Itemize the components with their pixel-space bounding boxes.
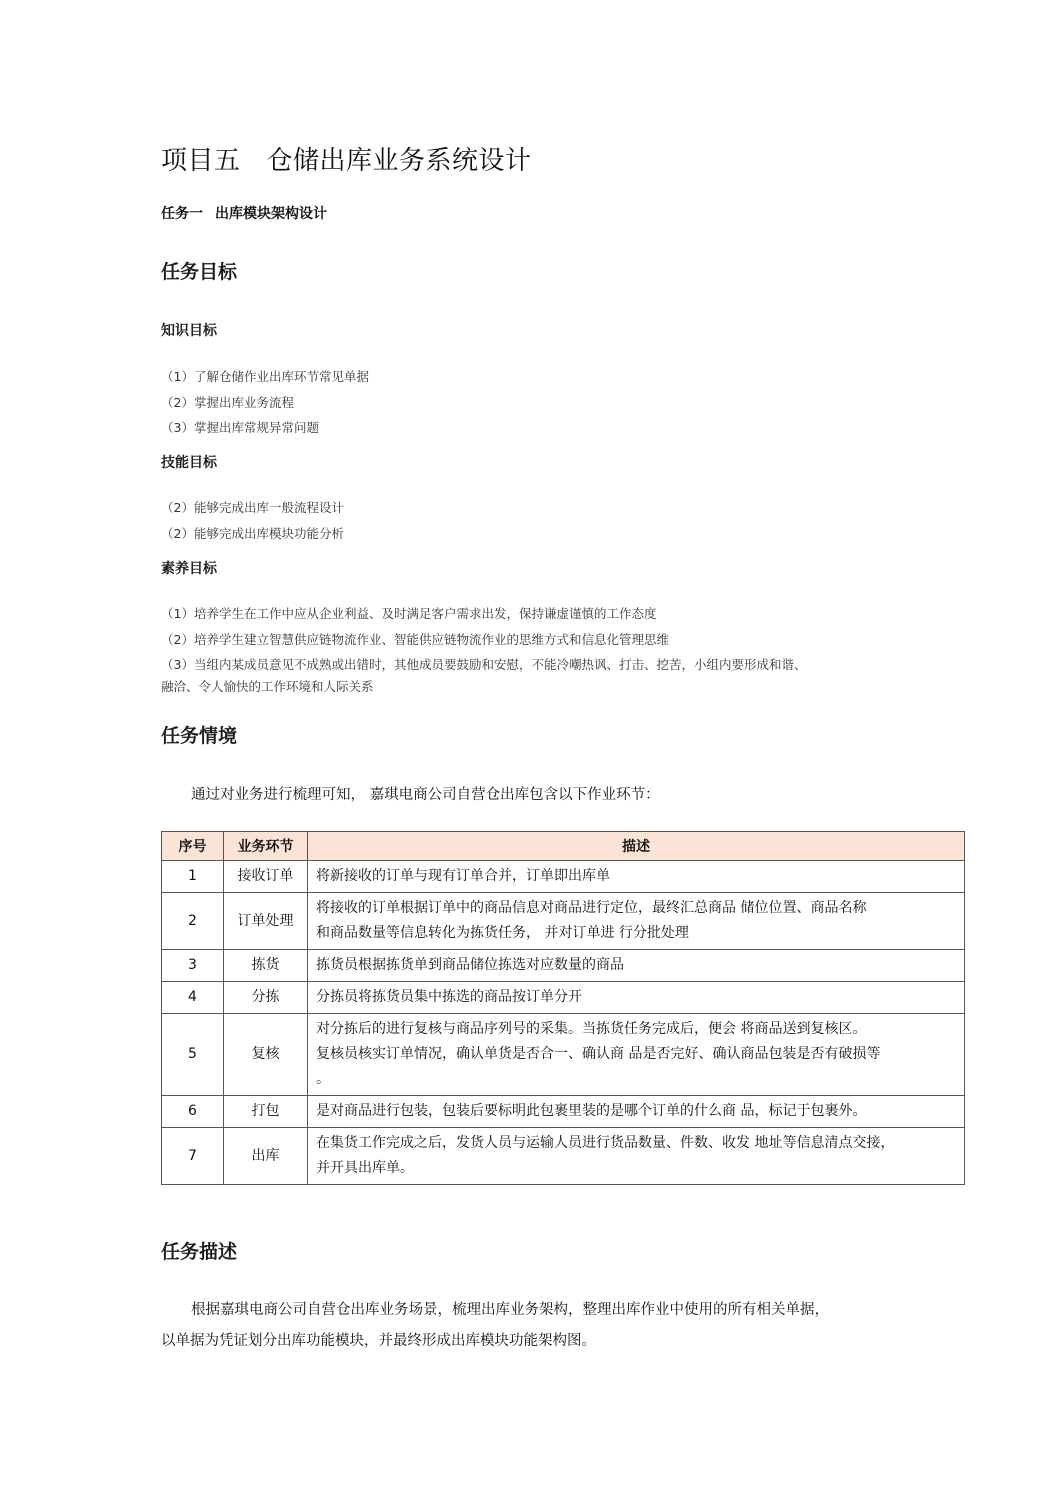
- row-description-line: 复核员核实订单情况，确认单货是否合一、确认商 品是否完好、确认商品包装是否有破损等: [316, 1046, 881, 1062]
- skill-item: （2）能够完成出库一般流程设计: [161, 500, 344, 515]
- quality-item: （3）当组内某成员意见不成熟或出错时，其他成员要鼓励和安慰，不能冷嘲热讽、打击、挖苦，小组内要形成和谐、: [161, 657, 807, 672]
- row-description: [308, 950, 965, 982]
- table-row: [162, 950, 965, 982]
- row-description: [308, 1014, 965, 1096]
- knowledge-item: （3）掌握出库常规异常问题: [161, 420, 319, 435]
- row-description-line: 拣货员根据拣货单到商品储位拣选对应数量的商品: [316, 957, 624, 973]
- knowledge-item: （2）掌握出库业务流程: [161, 395, 294, 410]
- row-description: [308, 893, 965, 950]
- row-step: 复核: [224, 1014, 308, 1096]
- row-number: 3: [162, 950, 224, 982]
- project-number: 项目五: [161, 146, 241, 176]
- row-number: 2: [162, 893, 224, 950]
- knowledge-heading: 知识目标: [161, 323, 217, 339]
- row-number: 7: [162, 1128, 224, 1185]
- row-description-line: 是对商品进行包装，包装后要标明此包裹里装的是哪个订单的什么商 品，标记于包裹外。: [316, 1103, 867, 1119]
- row-description-line: 对分拣后的进行复核与商品序列号的采集。当拣货任务完成后，便会 将商品送到复核区。: [316, 1021, 867, 1037]
- row-description: [308, 982, 965, 1014]
- row-description-line: 并开具出库单。: [316, 1160, 414, 1176]
- row-step: 拣货: [224, 950, 308, 982]
- row-description: [308, 1096, 965, 1128]
- task-title: [161, 203, 327, 223]
- row-description-line: 。: [316, 1071, 330, 1087]
- row-description: [308, 861, 965, 893]
- table-row: [162, 982, 965, 1014]
- project-title: [161, 140, 532, 177]
- quality-heading: 素养目标: [161, 561, 217, 577]
- row-step: 出库: [224, 1128, 308, 1185]
- row-step: 接收订单: [224, 861, 308, 893]
- goals-heading: 任务目标: [161, 261, 238, 283]
- header-number: 序号: [162, 832, 224, 861]
- table-row: [162, 893, 965, 950]
- row-step: 分拣: [224, 982, 308, 1014]
- skill-item: （2）能够完成出库模块功能分析: [161, 526, 344, 541]
- header-description: 描述: [308, 832, 965, 861]
- table-header-row: [162, 832, 965, 861]
- quality-item: （1）培养学生在工作中应从企业利益、及时满足客户需求出发，保持谦虚谨慎的工作态度: [161, 606, 657, 621]
- row-description-line: 分拣员将拣货员集中拣选的商品按订单分开: [316, 989, 582, 1005]
- row-number: 5: [162, 1014, 224, 1096]
- knowledge-item: （1）了解仓储作业出库环节常见单据: [161, 369, 369, 384]
- row-number: 4: [162, 982, 224, 1014]
- row-description-line: 在集货工作完成之后，发货人员与运输人员进行货品数量、件数、收发 地址等信息清点交接，: [316, 1135, 895, 1151]
- task-number: 任务一: [161, 206, 203, 222]
- scenario-intro: 通过对业务进行梳理可知， 嘉琪电商公司自营仓出库包含以下作业环节：: [191, 787, 660, 803]
- row-number: 1: [162, 861, 224, 893]
- table-row: [162, 1128, 965, 1185]
- row-description-line: 和商品数量等信息转化为拣货任务， 并对订单进 行分批处理: [316, 925, 689, 941]
- description-heading: 任务描述: [161, 1241, 238, 1263]
- table-row: [162, 861, 965, 893]
- project-name: 仓储出库业务系统设计: [266, 146, 532, 176]
- table-row: [162, 1014, 965, 1096]
- workflow-table: [161, 831, 965, 1185]
- row-description-line: 将接收的订单根据订单中的商品信息对商品进行定位，最终汇总商品 储位位置、商品名称: [316, 900, 867, 916]
- row-description: [308, 1128, 965, 1185]
- row-number: 6: [162, 1096, 224, 1128]
- quality-item: （2）培养学生建立智慧供应链物流作业、智能供应链物流作业的思维方式和信息化管理思维: [161, 632, 669, 647]
- quality-item: 融洽、令人愉快的工作环境和人际关系: [161, 679, 374, 694]
- task-name: 出库模块架构设计: [215, 206, 327, 222]
- row-step: 订单处理: [224, 893, 308, 950]
- skill-heading: 技能目标: [161, 455, 217, 471]
- description-line: 根据嘉琪电商公司自营仓出库业务场景，梳理出库业务架构，整理出库作业中使用的所有相关单据，: [191, 1302, 829, 1318]
- table-row: [162, 1096, 965, 1128]
- row-description-line: 将新接收的订单与现有订单合并，订单即出库单: [316, 868, 610, 884]
- row-step: 打包: [224, 1096, 308, 1128]
- scenario-heading: 任务情境: [161, 725, 238, 747]
- header-step: 业务环节: [224, 832, 308, 861]
- description-line: 以单据为凭证划分出库功能模块，并最终形成出库模块功能架构图。: [161, 1333, 596, 1349]
